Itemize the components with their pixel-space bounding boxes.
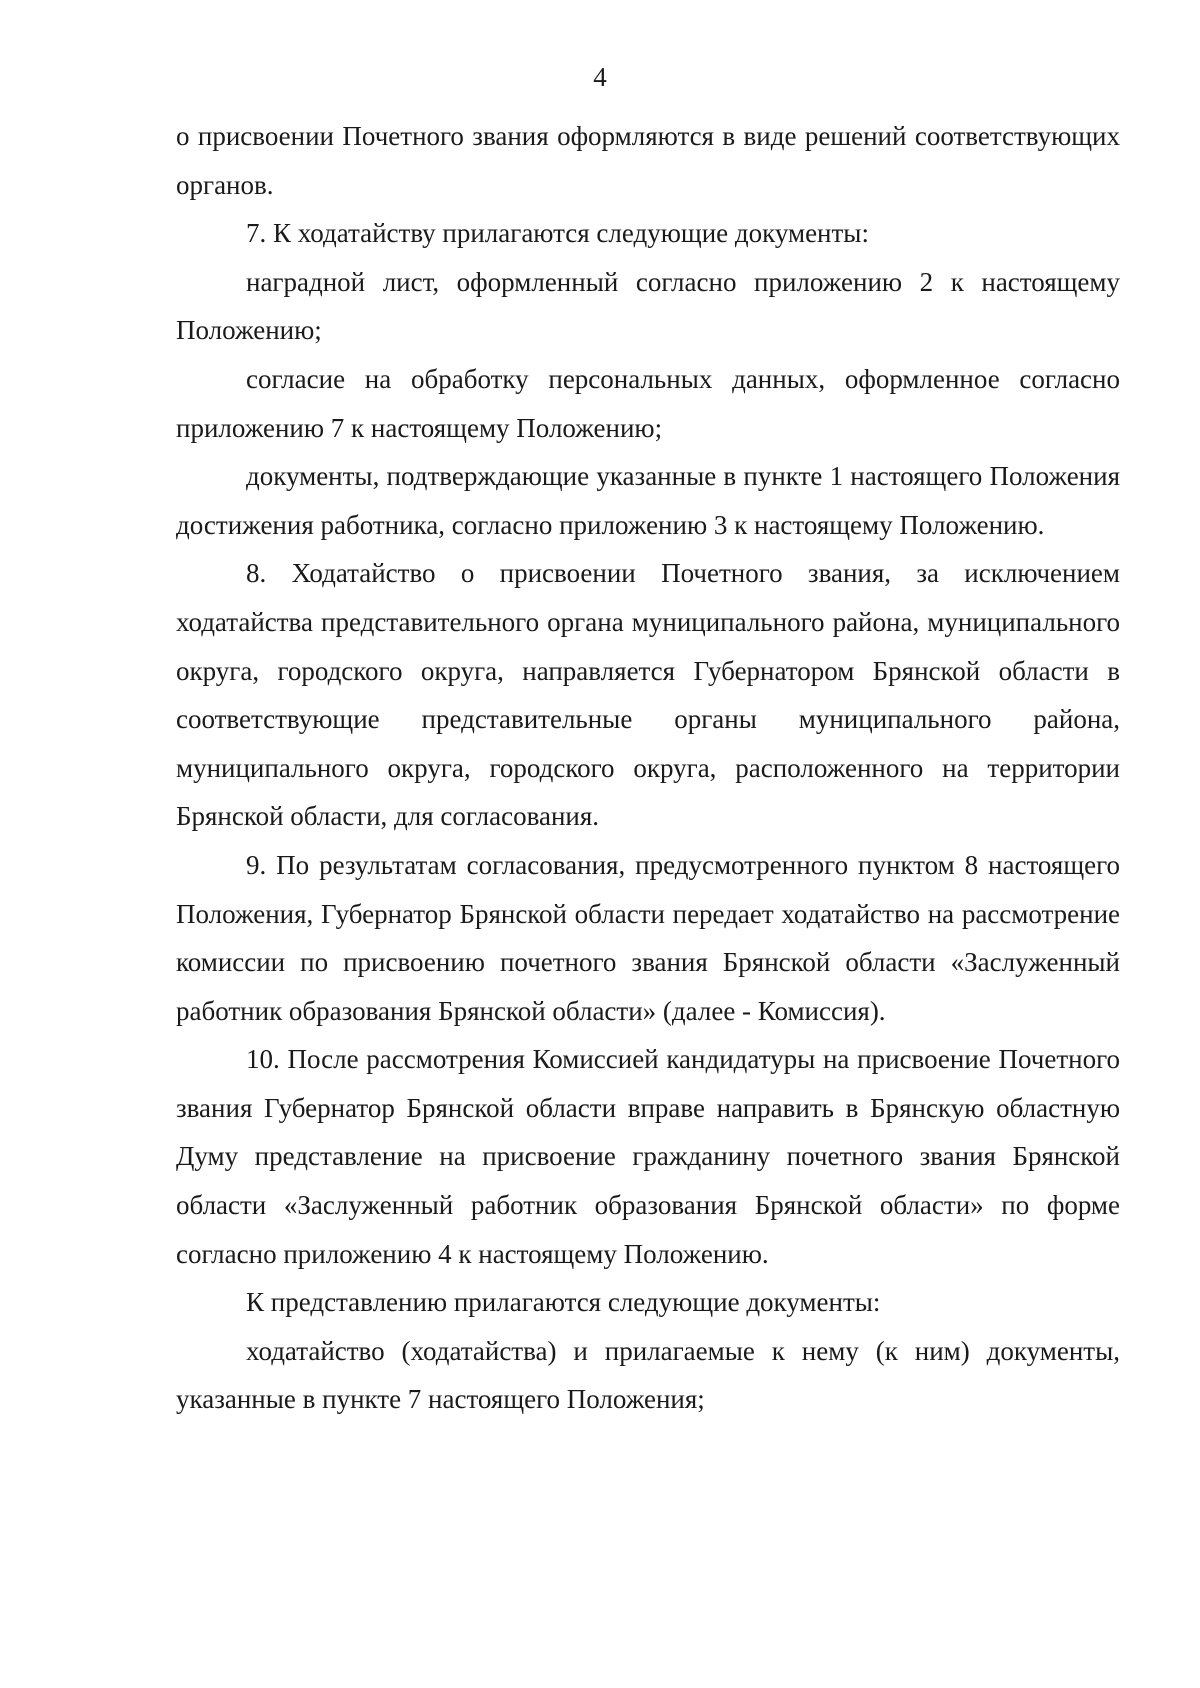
paragraph: документы, подтверждающие указанные в пункте 1 настоящего Положения достижения работника, согласно приложению 3 к настоящему Положению.	[176, 461, 1120, 540]
paragraph: согласие на обработку персональных данных, оформленное согласно приложению 7 к настоящему Положению;	[176, 363, 1120, 443]
paragraph: 10. После рассмотрения Комиссией кандидатуры на присвоение Почетного звания Губернатор Брянской области вправе направить в Брянскую областную Думу представление на присвоение гражданину почетного звания Брянской области «Заслуженный работник образования Брянской области» по форме согласно приложению 4 к настоящему Положению.	[176, 1044, 1120, 1269]
paragraph: 7. К ходатайству прилагаются следующие документы:	[246, 218, 869, 249]
page-number: 4	[593, 62, 607, 92]
document-body	[176, 112, 1120, 1424]
paragraph: 8. Ходатайство о присвоении Почетного звания, за исключением ходатайства представительного органа муниципального района, муниципального округа, городского округа, направляется Губернатором Брянской области в соответствующие представительные органы муниципального района, муниципального округа, городского округа, расположенного на территории Брянской области, для согласования.	[176, 558, 1120, 832]
paragraph: 9. По результатам согласования, предусмотренного пунктом 8 настоящего Положения, Губернатор Брянской области передает ходатайство на рассмотрение комиссии по присвоению почетного звания Брянской области «Заслуженный работник образования Брянской области» (далее - Комиссия).	[176, 849, 1120, 1026]
paragraph: К представлению прилагаются следующие документы:	[246, 1287, 881, 1318]
paragraph: ходатайство (ходатайства) и прилагаемые к нему (к ним) документы, указанные в пункте 7 настоящего Положения;	[176, 1335, 1120, 1415]
paragraph: наградной лист, оформленный согласно приложению 2 к настоящему Положению;	[176, 266, 1120, 346]
paragraph: о присвоении Почетного звания оформляются в виде решений соответствующих органов.	[176, 121, 1120, 200]
